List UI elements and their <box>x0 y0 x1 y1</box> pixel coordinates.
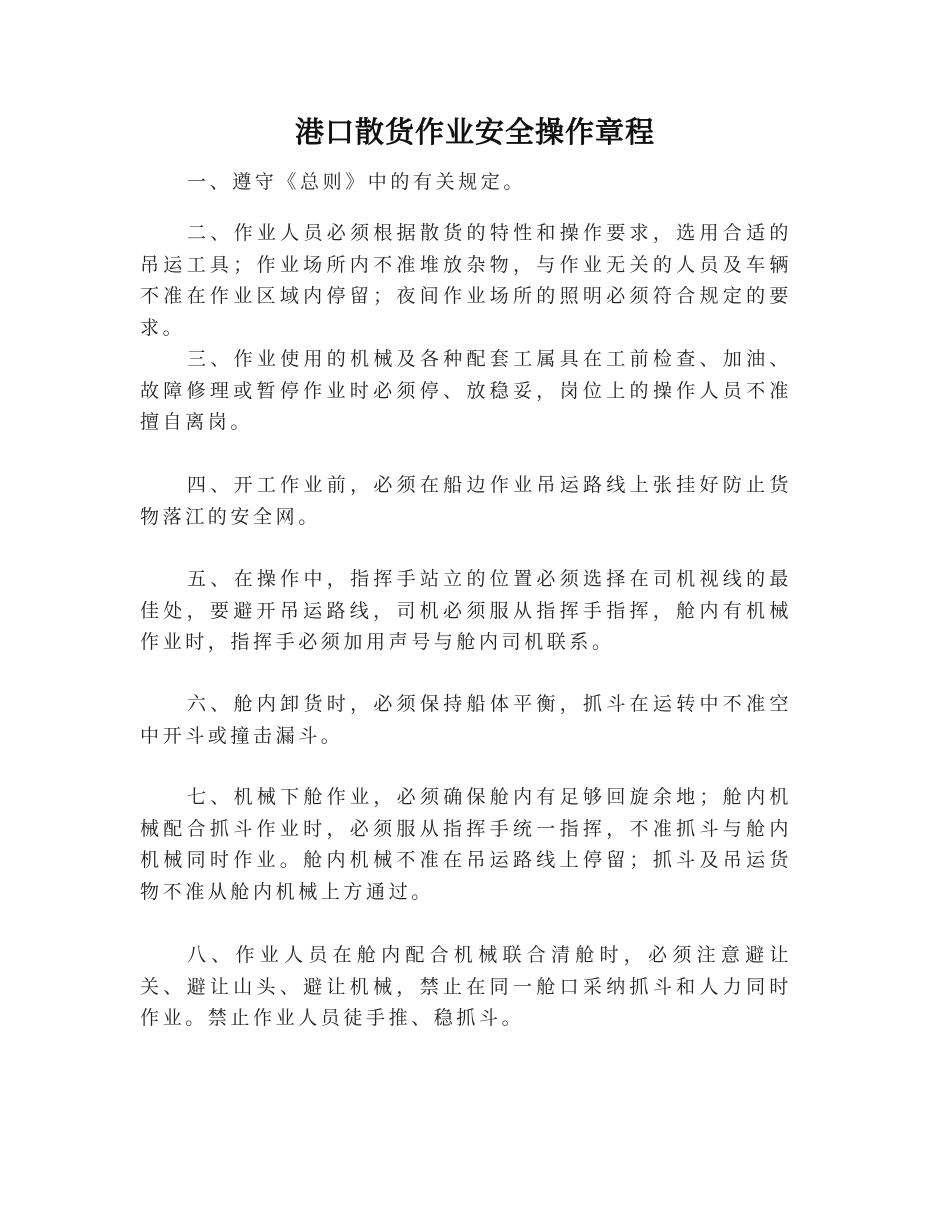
paragraph-7: 七、机械下舱作业，必须确保舱内有足够回旋余地；舱内机械配合抓斗作业时，必须服从指挥手统一指挥，不准抓斗与舱内机械同时作业。舱内机械不准在吊运路线上停留；抓斗及吊运货物不准从舱内机械上方通过。 <box>140 786 792 903</box>
paragraph-2: 二、作业人员必须根据散货的特性和操作要求，选用合适的吊运工具；作业场所内不准堆放杂物，与作业无关的人员及车辆不准在作业区域内停留；夜间作业场所的照明必须符合规定的要求。 <box>140 222 792 339</box>
paragraph-6: 六、舱内卸货时，必须保持船体平衡，抓斗在运转中不准空中开斗或撞击漏斗。 <box>140 693 792 747</box>
paragraph-3: 三、作业使用的机械及各种配套工属具在工前检查、加油、故障修理或暂停作业时必须停、放稳妥，岗位上的操作人员不准擅自离岗。 <box>140 348 792 433</box>
paragraph-8: 八、作业人员在舱内配合机械联合清舱时，必须注意避让关、避让山头、避让机械，禁止在同一舱口采纳抓斗和人力同时作业。禁止作业人员徒手推、稳抓斗。 <box>140 944 792 1029</box>
paragraph-5: 五、在操作中，指挥手站立的位置必须选择在司机视线的最佳处，要避开吊运路线，司机必须服从指挥手指挥，舱内有机械作业时，指挥手必须加用声号与舱内司机联系。 <box>140 568 792 653</box>
paragraph-1: 一、遵守《总则》中的有关规定。 <box>187 171 527 193</box>
paragraph-4: 四、开工作业前，必须在船边作业吊运路线上张挂好防止货物落江的安全网。 <box>140 474 792 528</box>
document-title: 港口散货作业安全操作章程 <box>294 115 655 149</box>
